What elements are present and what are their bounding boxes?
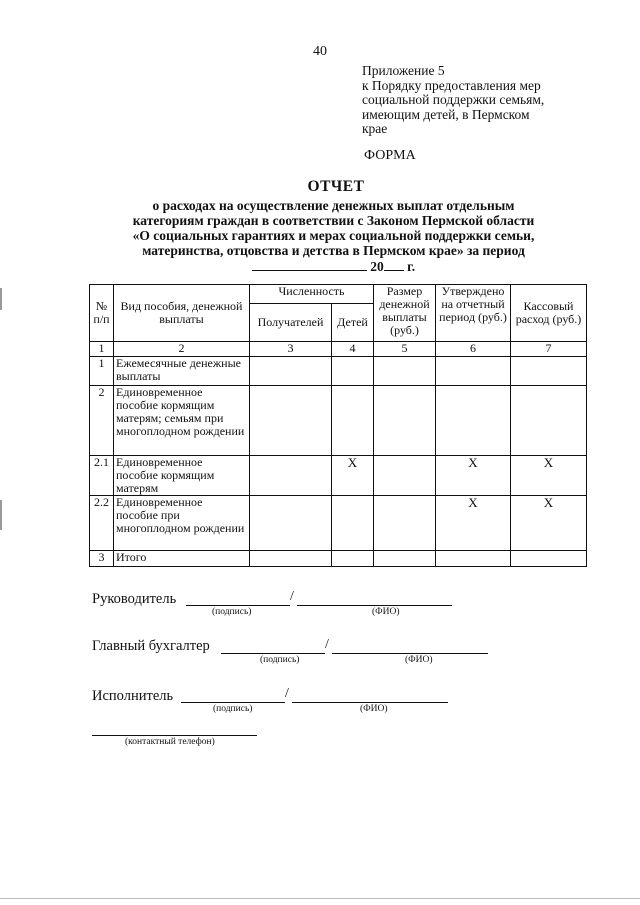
row-num: 3 (90, 551, 114, 567)
row-approved-cell: Х (436, 496, 511, 551)
page-number: 40 (313, 44, 327, 59)
executor-signature-line[interactable] (181, 702, 285, 703)
row-size-cell[interactable] (374, 496, 436, 551)
subtitle-line: материнства, отцовства и детства в Пермском крае» за период (142, 243, 525, 258)
row-name: Единовременное пособие при многоплодном рождении (114, 496, 250, 551)
executor-name-hint: (ФИО) (360, 704, 388, 714)
accountant-name-line[interactable] (332, 653, 488, 654)
column-number: 7 (511, 342, 587, 357)
period-blank[interactable] (252, 258, 367, 271)
column-numbers-row (90, 342, 587, 357)
row-name: Ежемесячные денежные выплаты (114, 357, 250, 386)
header-cash: Кассовый расход (руб.) (511, 285, 587, 342)
appendix-line: Приложение 5 (362, 63, 445, 78)
header-num: № п/п (90, 285, 114, 342)
row-approved-cell: Х (436, 456, 511, 496)
scan-edge-line (0, 898, 640, 899)
row-children-cell[interactable] (332, 386, 374, 456)
head-sign-hint: (подпись) (212, 607, 252, 617)
report-period (96, 258, 571, 274)
row-cash-cell: Х (511, 496, 587, 551)
scan-mark (0, 288, 2, 310)
head-name-hint: (ФИО) (372, 607, 400, 617)
row-approved-cell[interactable] (436, 386, 511, 456)
row-num: 2.1 (90, 456, 114, 496)
subtitle-line: «О социальных гарантиях и мерах социальной поддержки семьи, (132, 228, 535, 243)
subtitle-line: категориям граждан в соответствии с Законом Пермской области (132, 213, 535, 228)
accountant-slash: / (325, 637, 329, 652)
row-recipients-cell[interactable] (250, 357, 332, 386)
row-approved-cell[interactable] (436, 357, 511, 386)
appendix-line: имеющим детей, в Пермском (362, 106, 530, 122)
executor-slash: / (285, 686, 289, 701)
row-approved-cell[interactable] (436, 551, 511, 567)
row-size-cell[interactable] (374, 386, 436, 456)
table-row (90, 496, 587, 551)
appendix-block (362, 64, 607, 137)
row-num: 1 (90, 357, 114, 386)
accountant-label: Главный бухгалтер (92, 638, 210, 654)
head-signature-line[interactable] (186, 605, 290, 606)
accountant-sign-hint: (подпись) (260, 655, 300, 665)
table-row (90, 386, 587, 456)
head-slash: / (290, 589, 294, 604)
row-name: Итого (114, 551, 250, 567)
phone-line[interactable] (92, 735, 257, 736)
row-cash-cell[interactable] (511, 357, 587, 386)
row-name: Единовременное пособие кормящим матерям; семьям при многоплодном рождении (114, 386, 250, 456)
scan-mark (0, 500, 2, 530)
subtitle-line: о расходах на осуществление денежных выплат отдельным (152, 198, 515, 213)
row-size-cell[interactable] (374, 357, 436, 386)
executor-label: Исполнитель (92, 688, 174, 704)
year-suffix: г. (407, 259, 416, 274)
table-row-total (90, 551, 587, 567)
phone-hint: (контактный телефон) (125, 737, 215, 747)
row-size-cell[interactable] (374, 456, 436, 496)
appendix-line: к Порядку предоставления мер (362, 77, 541, 93)
row-num: 2 (90, 386, 114, 456)
year-blank[interactable] (384, 258, 404, 271)
header-row (90, 285, 587, 304)
row-recipients-cell[interactable] (250, 496, 332, 551)
row-recipients-cell[interactable] (250, 456, 332, 496)
row-children-cell[interactable] (332, 496, 374, 551)
row-recipients-cell[interactable] (250, 386, 332, 456)
row-size-cell[interactable] (374, 551, 436, 567)
year-prefix: 20 (370, 259, 384, 274)
head-name-line[interactable] (297, 605, 452, 606)
row-cash-cell: Х (511, 456, 587, 496)
column-number: 5 (374, 342, 436, 357)
row-recipients-cell[interactable] (250, 551, 332, 567)
row-name: Единовременное пособие кормящим матерям (114, 456, 250, 496)
column-number: 3 (250, 342, 332, 357)
table-row (90, 456, 587, 496)
executor-name-line[interactable] (292, 702, 448, 703)
form-label: ФОРМА (364, 148, 416, 163)
header-size: Размер денежной выплаты (руб.) (374, 285, 436, 342)
head-label: Руководитель (92, 591, 177, 607)
accountant-signature-line[interactable] (221, 653, 325, 654)
table-row (90, 357, 587, 386)
report-subtitle (96, 198, 571, 274)
header-count-group: Численность (250, 285, 374, 304)
row-children-cell: Х (332, 456, 374, 496)
appendix-line: социальной поддержки семьям, (362, 92, 545, 107)
row-cash-cell[interactable] (511, 551, 587, 567)
column-number: 4 (332, 342, 374, 357)
header-approved: Утверждено на отчетный период (руб.) (436, 285, 511, 342)
header-type: Вид пособия, денежной выплаты (114, 285, 250, 342)
appendix-line: крае (362, 121, 388, 136)
executor-sign-hint: (подпись) (213, 704, 253, 714)
accountant-name-hint: (ФИО) (405, 655, 433, 665)
column-number: 2 (114, 342, 250, 357)
header-recipients: Получателей (250, 304, 332, 342)
column-number: 1 (90, 342, 114, 357)
row-num: 2.2 (90, 496, 114, 551)
row-children-cell[interactable] (332, 357, 374, 386)
row-children-cell[interactable] (332, 551, 374, 567)
header-children: Детей (332, 304, 374, 342)
report-table (89, 284, 587, 567)
report-title: ОТЧЕТ (307, 178, 365, 195)
row-cash-cell[interactable] (511, 386, 587, 456)
column-number: 6 (436, 342, 511, 357)
